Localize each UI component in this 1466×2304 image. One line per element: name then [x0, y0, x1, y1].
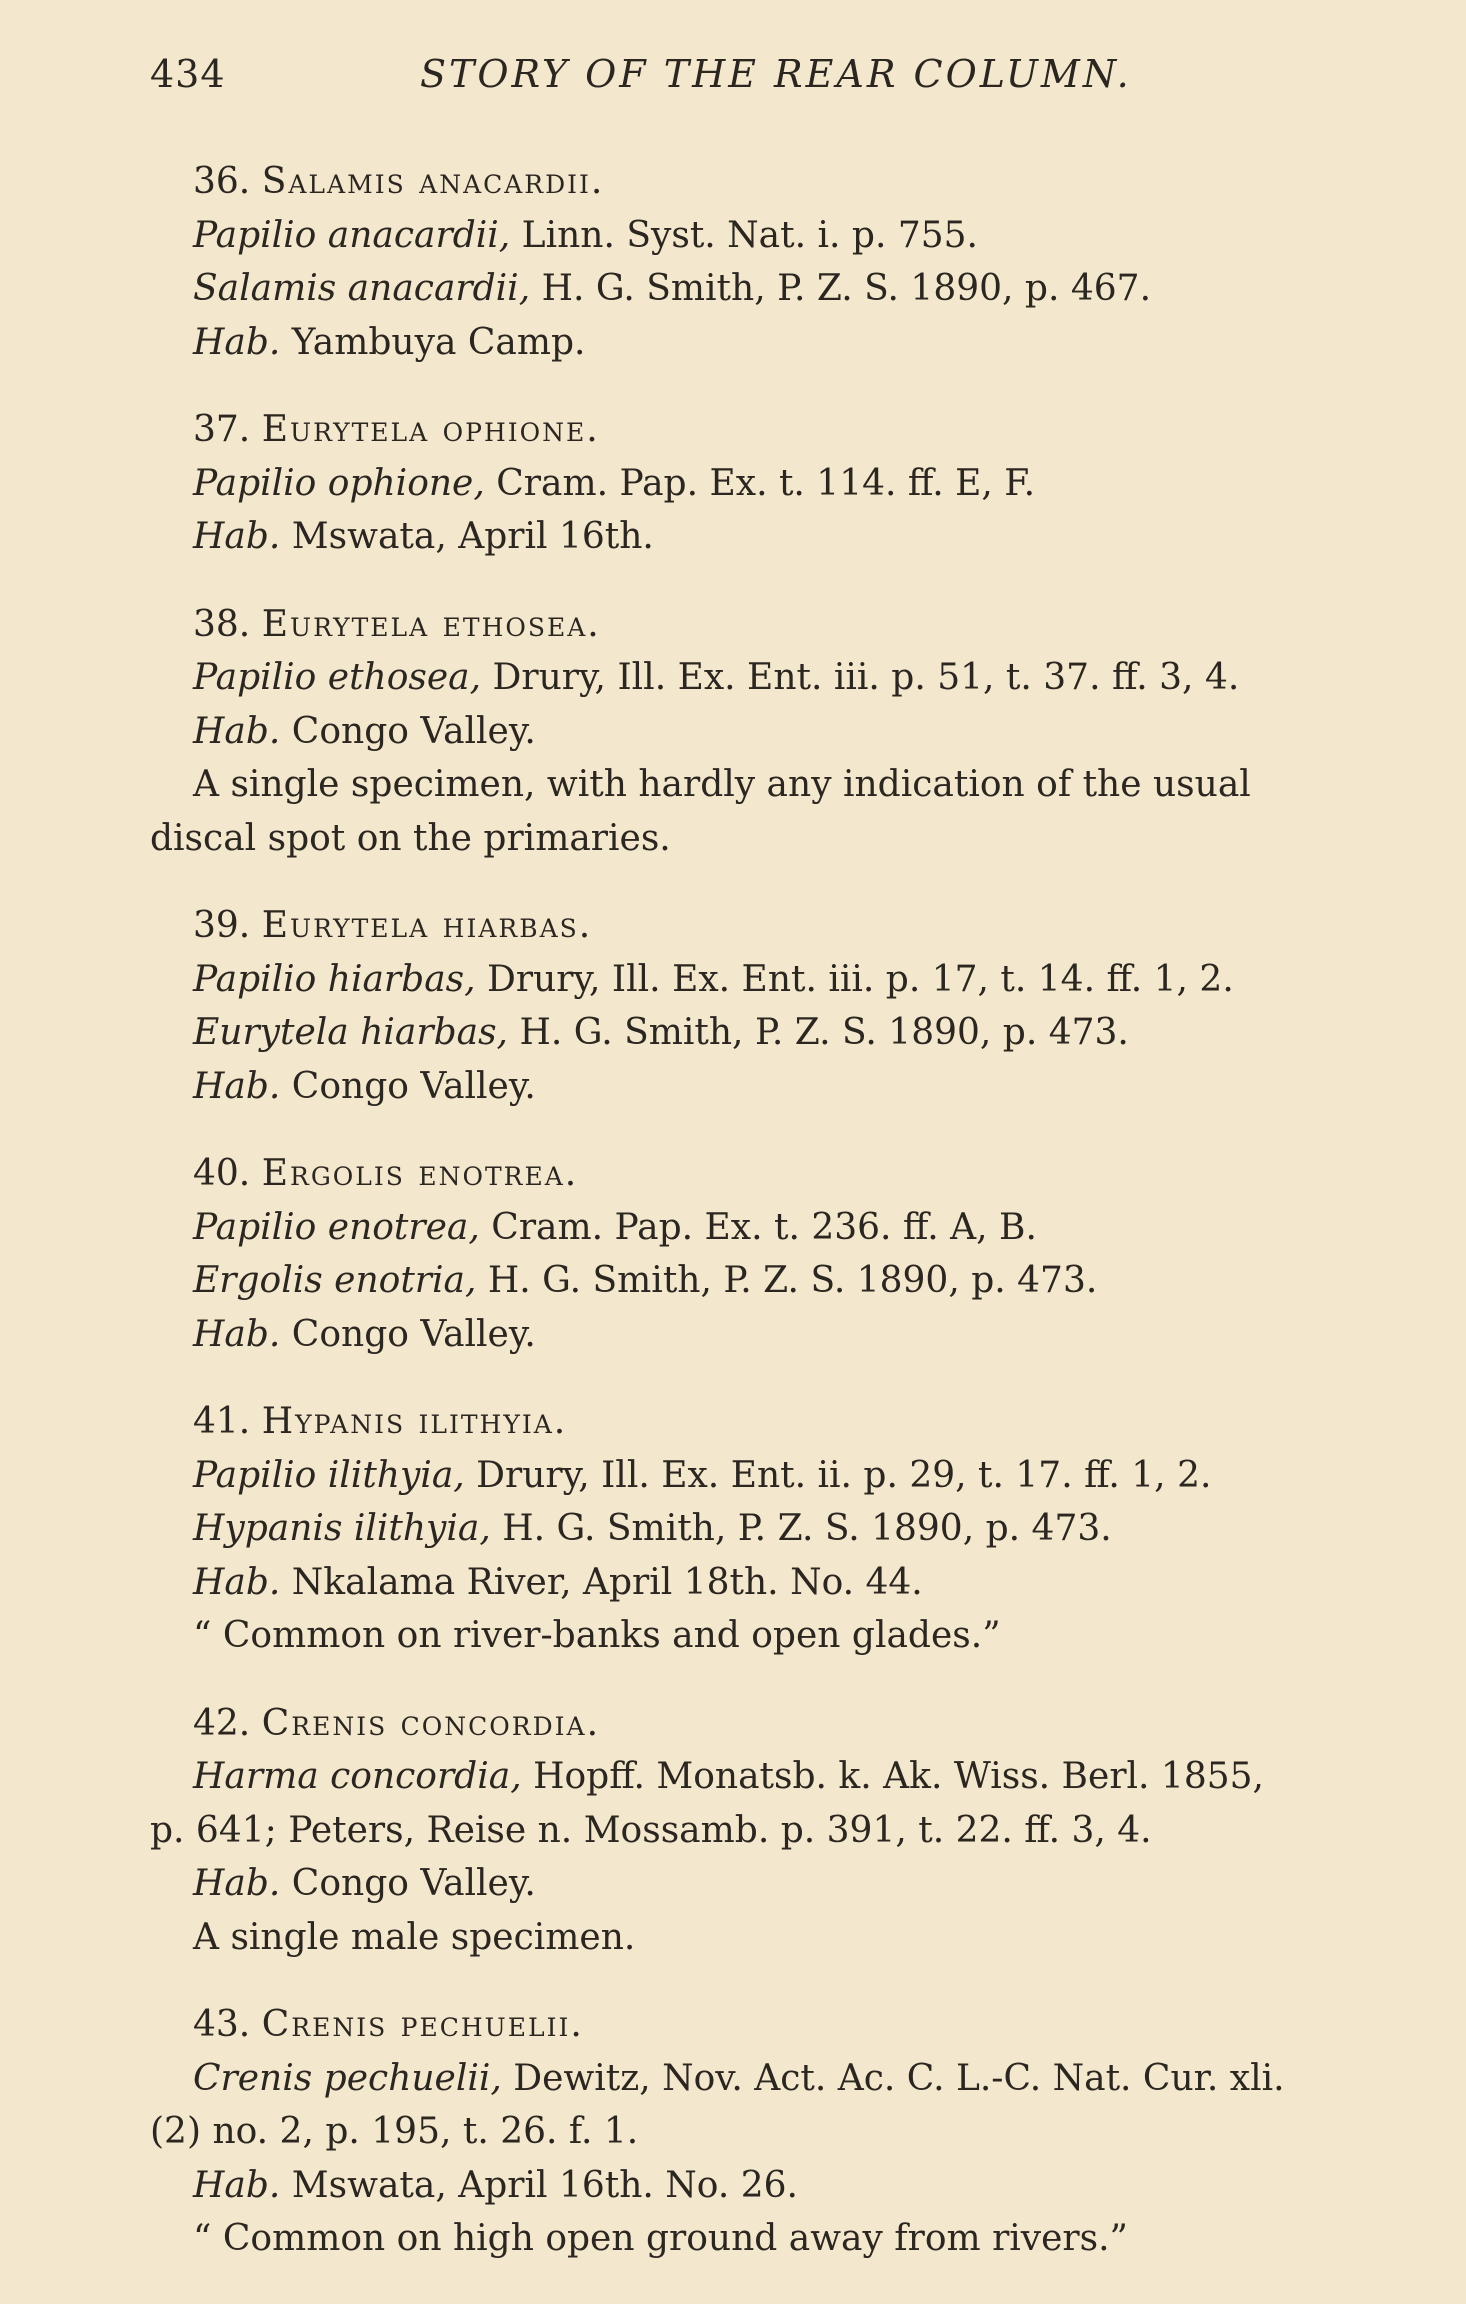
citation-continuation [150, 1804, 1336, 1858]
synonym-line [150, 1449, 1336, 1503]
hab-label: Hab. [193, 1065, 281, 1107]
species-entry [150, 1147, 1336, 1361]
species-name: Salamis anacardii. [261, 161, 605, 202]
taxon-name: Papilio ethosea, [193, 657, 482, 698]
synonym-line [150, 1750, 1336, 1804]
synonym-line [150, 209, 1336, 263]
citation: H. G. Smith, P. Z. S. 1890, p. 473. [476, 1260, 1098, 1301]
citation: p. 641; Peters, Reise n. Mossamb. p. 391, t. 22. ff. 3, 4. [150, 1809, 1152, 1851]
note-text: A single specimen, with hardly any indication of the usual [193, 764, 1251, 805]
synonym-line [150, 262, 1336, 316]
species-name: Eurytela hiarbas. [261, 905, 593, 946]
synonym-line [150, 1254, 1336, 1308]
hab-label: Hab. [193, 1313, 281, 1355]
species-name: Eurytela ophione. [261, 409, 600, 450]
citation: Hopff. Monatsb. k. Ak. Wiss. Berl. 1855, [521, 1756, 1264, 1797]
note-text: A single male specimen. [193, 1916, 636, 1958]
quote-text: “ Common on river-banks and open glades.” [193, 1615, 1001, 1656]
species-name: Hypanis ilithyia. [261, 1401, 568, 1442]
species-heading [150, 155, 1336, 209]
habitat-line [150, 1556, 1336, 1610]
habitat-line [150, 705, 1336, 759]
taxon-name: Ergolis enotria, [193, 1260, 477, 1301]
citation: H. G. Smith, P. Z. S. 1890, p. 473. [508, 1012, 1129, 1053]
species-number: 39. [193, 905, 251, 946]
species-name: Ergolis enotrea. [261, 1153, 579, 1194]
habitat-text: Mswata, April 16th. No. 26. [280, 2164, 798, 2206]
habitat-text: Yambuya Camp. [280, 321, 586, 363]
taxon-name: Papilio ilithyia, [193, 1454, 465, 1496]
hab-label: Hab. [193, 2164, 281, 2206]
habitat-text: Congo Valley. [280, 1863, 536, 1904]
species-number: 38. [193, 603, 251, 645]
hab-label: Hab. [193, 516, 281, 557]
citation: Cram. Pap. Ex. t. 114. ff. E, F. [484, 462, 1036, 504]
citation: H. G. Smith, P. Z. S. 1890, p. 467. [530, 268, 1152, 309]
species-number: 43. [193, 2004, 251, 2045]
habitat-text: Congo Valley. [280, 1313, 536, 1355]
hab-label: Hab. [193, 1863, 281, 1904]
synonym-line [150, 457, 1336, 511]
habitat-line [150, 1060, 1336, 1114]
page-header [150, 52, 1330, 112]
citation: Drury, Ill. Ex. Ent. iii. p. 51, t. 37. ff. 3, 4. [481, 657, 1240, 698]
species-number: 37. [193, 409, 251, 450]
citation: Drury, Ill. Ex. Ent. ii. p. 29, t. 17. ff. 1, 2. [464, 1454, 1212, 1496]
species-list [150, 155, 1336, 2300]
species-number: 40. [193, 1153, 251, 1194]
note-line [150, 812, 1336, 866]
species-heading [150, 1998, 1336, 2052]
synonym-line [150, 2052, 1336, 2106]
species-entry [150, 1697, 1336, 1965]
taxon-name: Papilio anacardii, [193, 214, 511, 256]
species-heading [150, 598, 1336, 652]
species-heading [150, 1147, 1336, 1201]
species-name: Crenis concordia. [261, 1702, 601, 1744]
habitat-line [150, 1308, 1336, 1362]
habitat-line [150, 510, 1336, 564]
species-entry [150, 155, 1336, 369]
species-entry [150, 403, 1336, 564]
running-title: STORY OF THE REAR COLUMN. [420, 52, 1132, 96]
citation-continuation [150, 2105, 1336, 2159]
quote-line [150, 2212, 1336, 2266]
synonym-line [150, 1201, 1336, 1255]
taxon-name: Papilio hiarbas, [193, 958, 476, 1000]
species-heading [150, 403, 1336, 457]
citation: H. G. Smith, P. Z. S. 1890, p. 473. [490, 1508, 1112, 1549]
habitat-line [150, 2159, 1336, 2213]
habitat-text: Congo Valley. [280, 710, 536, 752]
synonym-line [150, 651, 1336, 705]
habitat-text: Nkalama River, April 18th. No. 44. [280, 1561, 923, 1603]
species-number: 42. [193, 1702, 251, 1744]
synonym-line [150, 1502, 1336, 1556]
citation: (2) no. 2, p. 195, t. 26. f. 1. [150, 2111, 639, 2152]
species-number: 41. [193, 1401, 251, 1442]
citation: Linn. Syst. Nat. i. p. 755. [510, 214, 978, 256]
note-line [150, 1911, 1336, 1965]
citation: Dewitz, Nov. Act. Ac. C. L.-C. Nat. Cur. xli. [501, 2057, 1285, 2099]
habitat-line [150, 1857, 1336, 1911]
taxon-name: Papilio ophione, [193, 462, 485, 504]
species-heading [150, 899, 1336, 953]
citation: Drury, Ill. Ex. Ent. iii. p. 17, t. 14. ff. 1, 2. [475, 958, 1234, 1000]
species-name: Crenis pechuelii. [261, 2004, 584, 2045]
species-heading [150, 1395, 1336, 1449]
quote-text: “ Common on high open ground away from rivers.” [193, 2218, 1128, 2259]
species-entry [150, 1998, 1336, 2266]
taxon-name: Eurytela hiarbas, [193, 1012, 508, 1053]
taxon-name: Hypanis ilithyia, [193, 1508, 491, 1549]
species-entry [150, 598, 1336, 866]
quote-line [150, 1609, 1336, 1663]
taxon-name: Crenis pechuelii, [193, 2057, 502, 2099]
species-number: 36. [193, 161, 251, 202]
note-text: discal spot on the primaries. [150, 817, 671, 859]
hab-label: Hab. [193, 321, 281, 363]
page-number: 434 [150, 52, 226, 96]
taxon-name: Harma concordia, [193, 1756, 522, 1797]
species-entry [150, 1395, 1336, 1663]
species-heading [150, 1697, 1336, 1751]
habitat-line [150, 316, 1336, 370]
note-line [150, 758, 1336, 812]
synonym-line [150, 953, 1336, 1007]
species-name: Eurytela ethosea. [261, 603, 601, 645]
taxon-name: Salamis anacardii, [193, 268, 531, 309]
citation: Cram. Pap. Ex. t. 236. ff. A, B. [479, 1206, 1037, 1248]
habitat-text: Congo Valley. [280, 1065, 536, 1107]
synonym-line [150, 1006, 1336, 1060]
habitat-text: Mswata, April 16th. [280, 516, 654, 557]
taxon-name: Papilio enotrea, [193, 1206, 480, 1248]
hab-label: Hab. [193, 1561, 281, 1603]
hab-label: Hab. [193, 710, 281, 752]
species-entry [150, 899, 1336, 1113]
